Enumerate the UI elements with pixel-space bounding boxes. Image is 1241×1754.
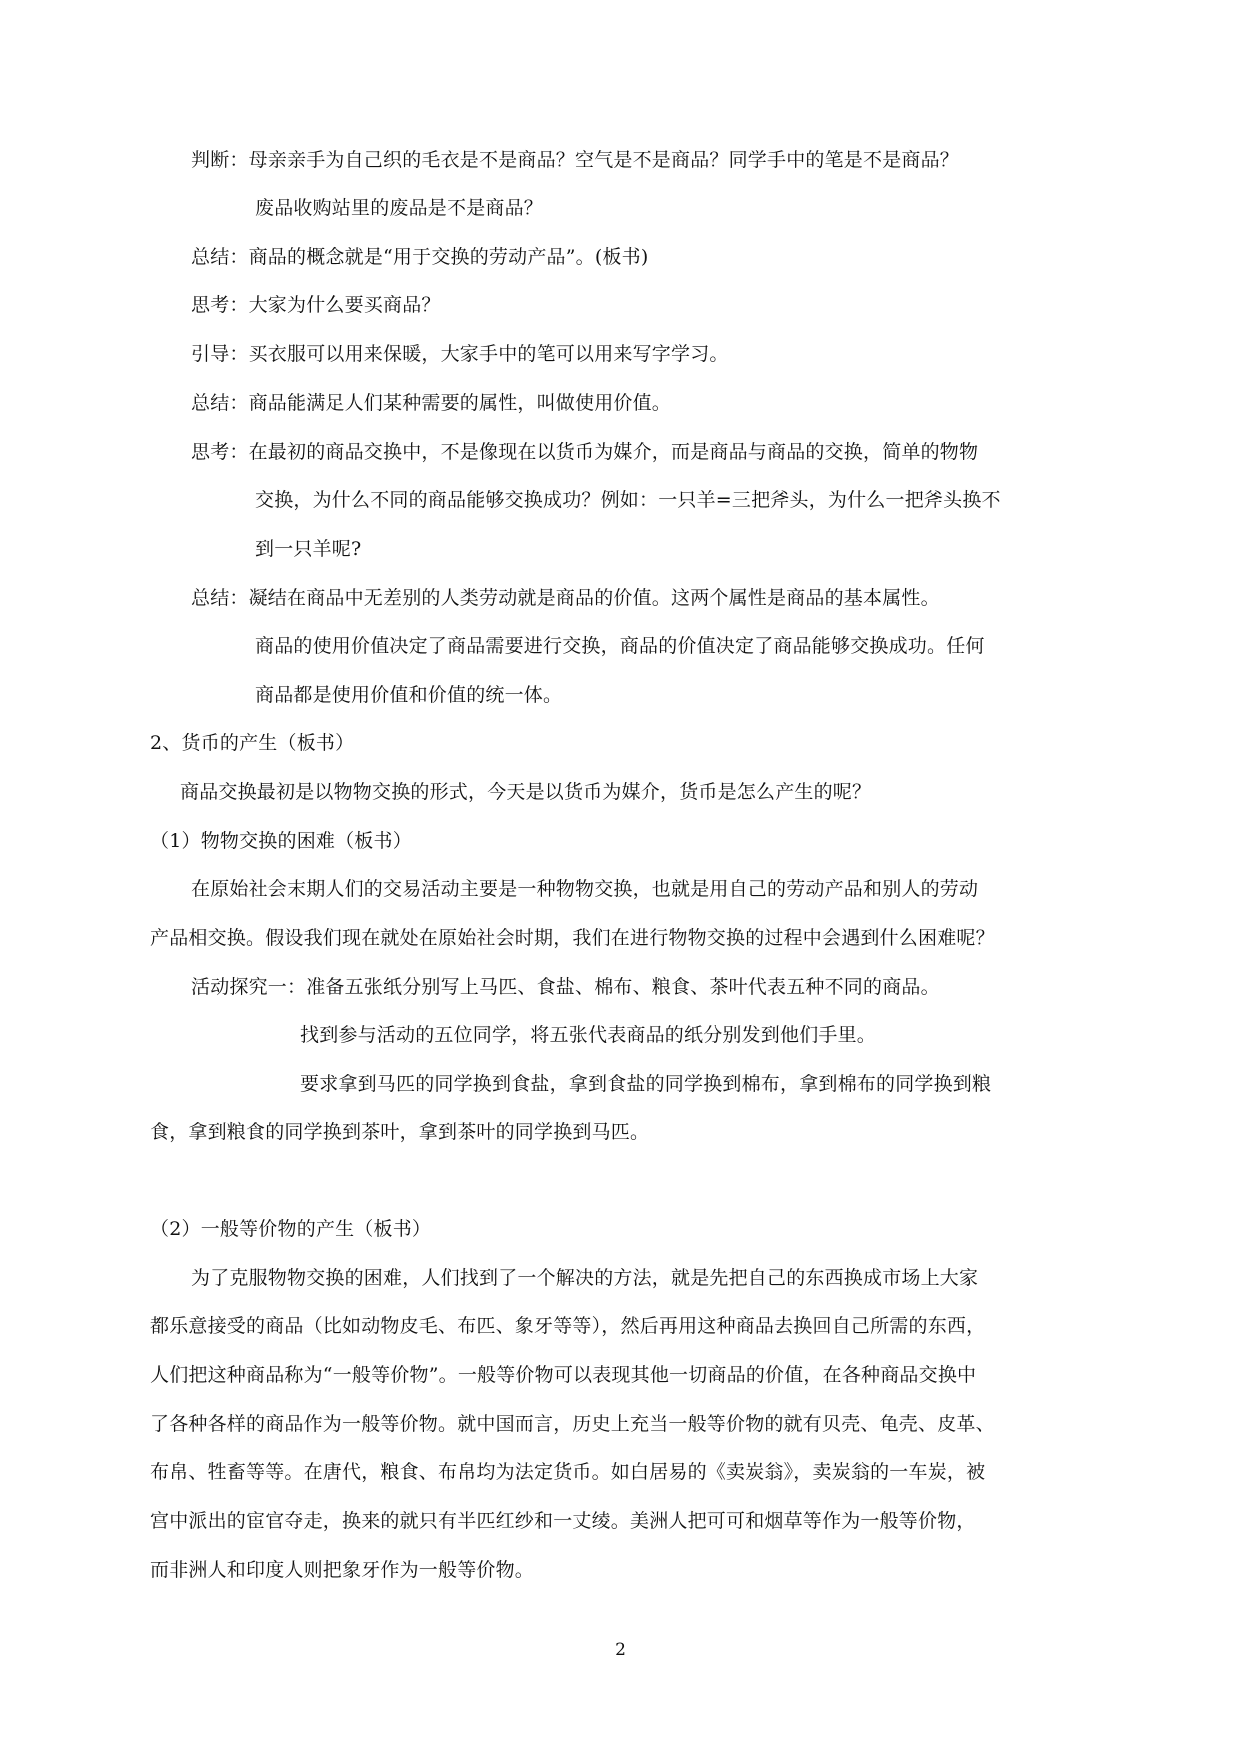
text-line: 在原始社会末期人们的交易活动主要是一种物物交换，也就是用自己的劳动产品和别人的劳动 bbox=[191, 878, 979, 900]
text-line: 都乐意接受的商品（比如动物皮毛、布匹、象牙等等），然后再用这种商品去换回自己所需的东西， bbox=[150, 1315, 986, 1337]
text-line: 废品收购站里的废品是不是商品？ bbox=[255, 197, 544, 219]
text-line: 商品的使用价值决定了商品需要进行交换，商品的价值决定了商品能够交换成功。任何 bbox=[255, 635, 985, 657]
text-line: 布帛、牲畜等等。在唐代，粮食、布帛均为法定货币。如白居易的《卖炭翁》，卖炭翁的一车炭，被 bbox=[150, 1461, 986, 1483]
text-line: 总结：商品的概念就是“用于交换的劳动产品”。(板书) bbox=[191, 246, 649, 268]
text-line: 而非洲人和印度人则把象牙作为一般等价物。 bbox=[150, 1559, 535, 1581]
text-line: 到一只羊呢? bbox=[255, 538, 362, 560]
text-line: 思考：在最初的商品交换中，不是像现在以货币为媒介，而是商品与商品的交换，简单的物物 bbox=[191, 441, 979, 463]
text-line: 要求拿到马匹的同学换到食盐，拿到食盐的同学换到棉布，拿到棉布的同学换到粮 bbox=[300, 1073, 992, 1095]
text-line: 找到参与活动的五位同学，将五张代表商品的纸分别发到他们手里。 bbox=[300, 1024, 877, 1046]
text-line: 活动探究一：准备五张纸分别写上马匹、食盐、棉布、粮食、茶叶代表五种不同的商品。 bbox=[191, 976, 940, 998]
text-line: 商品交换最初是以物物交换的形式，今天是以货币为媒介，货币是怎么产生的呢？ bbox=[180, 781, 872, 803]
text-line: 产品相交换。假设我们现在就处在原始社会时期，我们在进行物物交换的过程中会遇到什么困难呢？ bbox=[150, 927, 995, 949]
text-line: 交换，为什么不同的商品能够交换成功？例如：一只羊=三把斧头，为什么一把斧头换不 bbox=[255, 489, 1001, 511]
page-number: 2 bbox=[615, 1640, 626, 1660]
text-line: 思考：大家为什么要买商品？ bbox=[191, 294, 441, 316]
text-line: 引导：买衣服可以用来保暖，大家手中的笔可以用来写字学习。 bbox=[191, 343, 729, 365]
text-line: 宫中派出的宦官夺走，换来的就只有半匹红纱和一丈绫。美洲人把可可和烟草等作为一般等价物， bbox=[150, 1510, 976, 1532]
section-heading: 2、货币的产生（板书） bbox=[150, 732, 355, 754]
text-line: 食，拿到粮食的同学换到茶叶，拿到茶叶的同学换到马匹。 bbox=[150, 1121, 650, 1143]
text-line: 了各种各样的商品作为一般等价物。就中国而言，历史上充当一般等价物的就有贝壳、龟壳、皮革、 bbox=[150, 1413, 995, 1435]
text-line: 判断：母亲亲手为自己织的毛衣是不是商品？空气是不是商品？同学手中的笔是不是商品？ bbox=[191, 149, 960, 171]
text-line: 总结：商品能满足人们某种需要的属性，叫做使用价值。 bbox=[191, 392, 672, 414]
text-line: 人们把这种商品称为“一般等价物”。一般等价物可以表现其他一切商品的价值，在各种商品交换中 bbox=[150, 1364, 977, 1386]
text-line: 商品都是使用价值和价值的统一体。 bbox=[255, 684, 563, 706]
subsection-heading: （2）一般等价物的产生（板书） bbox=[150, 1218, 432, 1240]
subsection-heading: （1）物物交换的困难（板书） bbox=[150, 830, 412, 852]
text-line: 总结：凝结在商品中无差别的人类劳动就是商品的价值。这两个属性是商品的基本属性。 bbox=[191, 587, 940, 609]
text-line: 为了克服物物交换的困难，人们找到了一个解决的方法，就是先把自己的东西换成市场上大家 bbox=[191, 1267, 979, 1289]
